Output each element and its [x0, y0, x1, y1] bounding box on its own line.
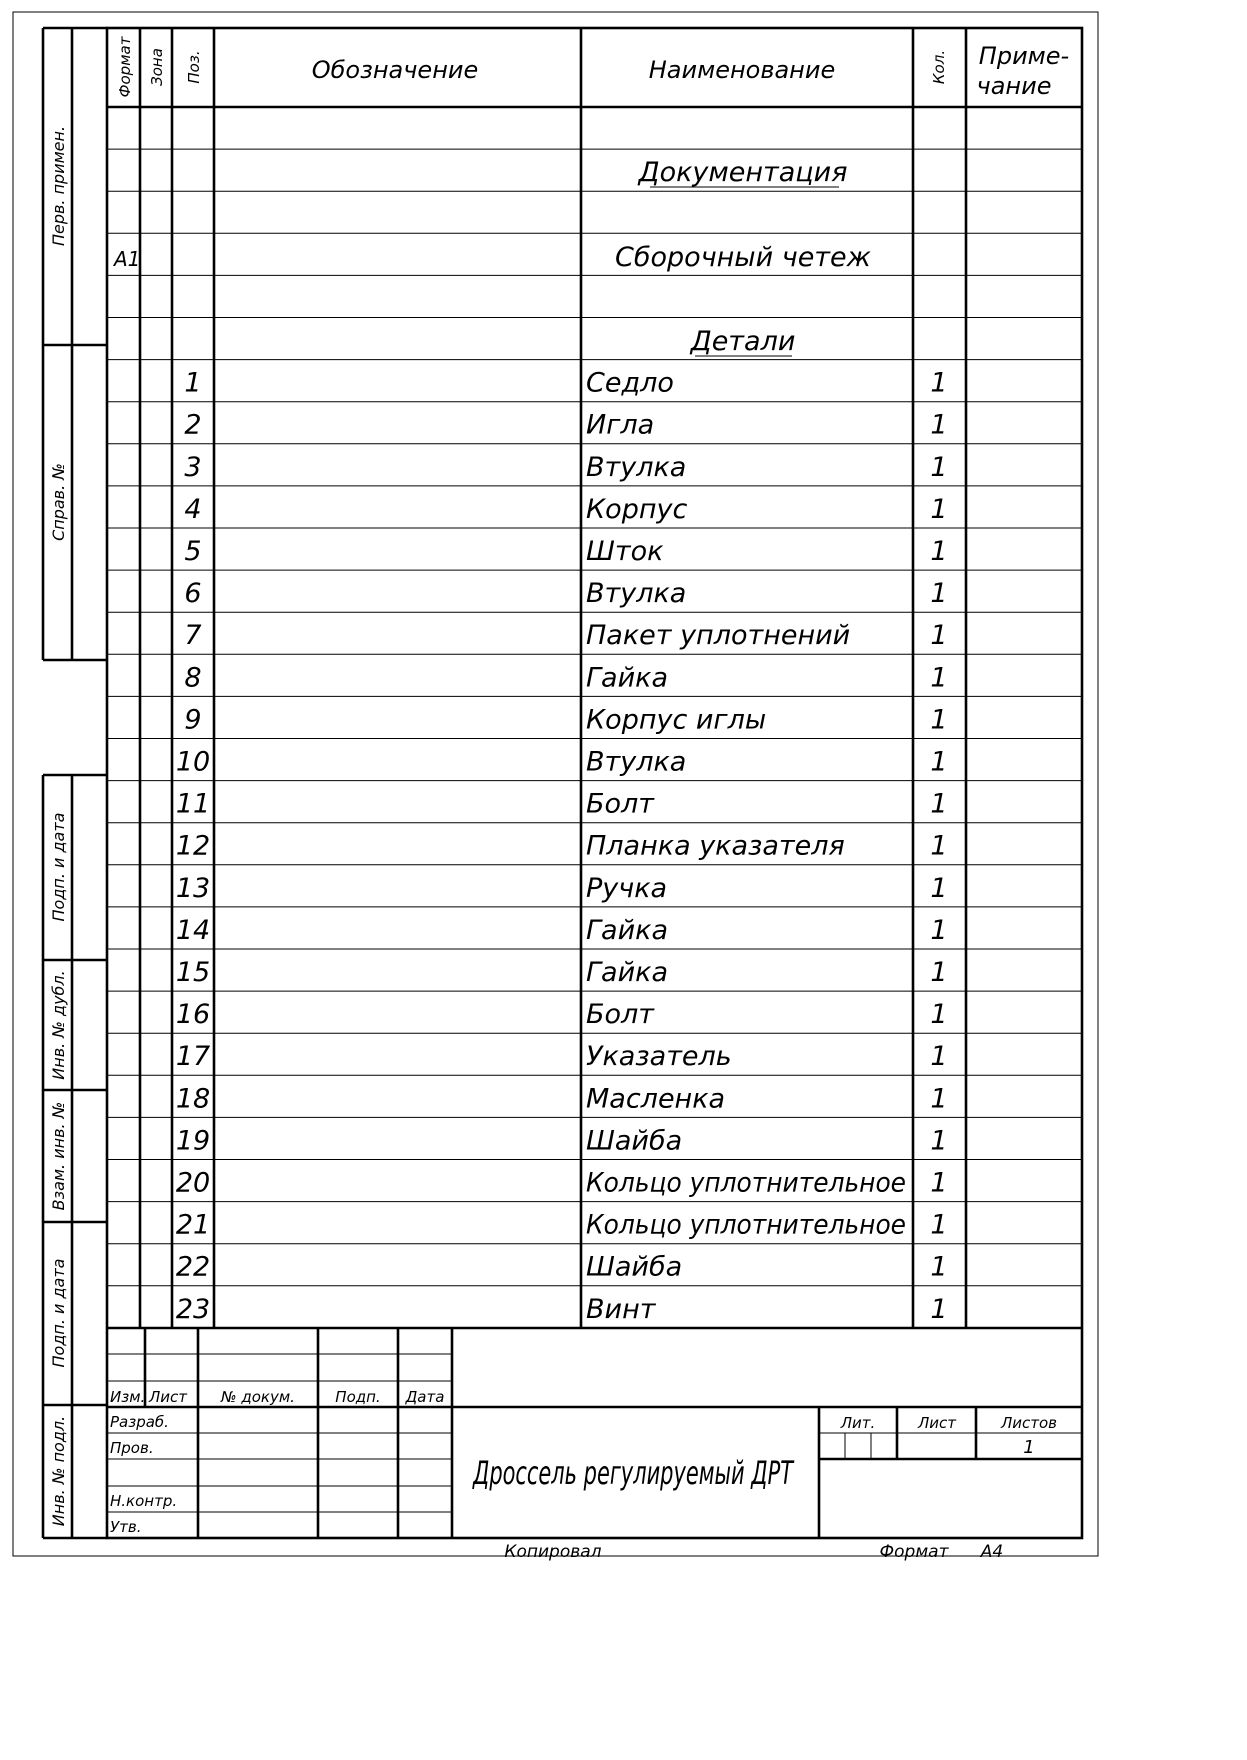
header-qty: Кол. — [930, 49, 948, 85]
header-zone: Зона — [148, 48, 166, 86]
table-row — [184, 494, 947, 525]
header-pos: Поз. — [185, 50, 203, 84]
item-name: Шток — [586, 536, 664, 567]
spec-header — [116, 35, 1069, 100]
item-pos: 5 — [184, 536, 202, 567]
table-row — [184, 662, 947, 693]
item-qty: 1 — [930, 704, 948, 736]
tb-razrab: Разраб. — [110, 1413, 169, 1431]
item-pos: 10 — [175, 746, 211, 778]
spec-item-rows — [176, 368, 948, 1325]
item-name: Планка указателя — [586, 830, 845, 862]
item-qty: 1 — [930, 662, 948, 694]
header-note-line1: Приме- — [978, 42, 1070, 70]
item-qty: 1 — [930, 1167, 948, 1199]
tb-sheets-value: 1 — [1023, 1437, 1035, 1458]
item-name: Кольцо уплотнительное — [586, 1209, 906, 1241]
table-row — [184, 410, 947, 441]
item-qty: 1 — [930, 1209, 948, 1241]
table-row — [176, 1168, 948, 1199]
label-inv-podl: Инв. № подл. — [49, 1415, 68, 1527]
item-name: Корпус иглы — [586, 704, 767, 736]
tb-col-list: Лист — [149, 1388, 188, 1406]
item-name: Втулка — [586, 578, 687, 610]
item-pos: 19 — [175, 1125, 211, 1157]
item-pos: 8 — [184, 662, 202, 694]
item-qty: 1 — [930, 1041, 948, 1073]
item-pos: 20 — [175, 1167, 211, 1199]
item-pos: 23 — [175, 1293, 211, 1325]
item-qty: 1 — [930, 1293, 948, 1325]
item-pos: 15 — [175, 957, 211, 988]
item-name: Шайба — [586, 1251, 683, 1283]
item-name: Гайка — [586, 662, 668, 694]
table-row — [176, 1083, 948, 1114]
tb-nkontr: Н.контр. — [110, 1492, 178, 1510]
item-name: Втулка — [586, 746, 687, 778]
tb-col-date: Дата — [405, 1388, 445, 1406]
details-heading: Детали — [690, 326, 796, 357]
item-name: Седло — [586, 367, 674, 399]
footer — [504, 1542, 1003, 1562]
item-name: Шайба — [586, 1125, 683, 1157]
table-row — [176, 747, 948, 778]
item-qty: 1 — [930, 409, 948, 441]
item-pos: 17 — [175, 1041, 211, 1073]
tb-col-podp: Подп. — [335, 1388, 381, 1406]
table-row — [184, 578, 947, 609]
item-pos: 13 — [175, 872, 211, 904]
item-pos: 18 — [175, 1083, 211, 1115]
table-row — [184, 368, 947, 399]
footer-copied: Копировал — [504, 1542, 602, 1562]
table-row — [176, 957, 948, 988]
assembly-format: A1 — [114, 247, 141, 271]
item-pos: 16 — [175, 999, 211, 1031]
item-qty: 1 — [930, 999, 948, 1031]
label-podp-data-1: Подп. и дата — [49, 812, 68, 922]
item-qty: 1 — [930, 1251, 948, 1283]
tb-utv: Утв. — [110, 1518, 142, 1536]
table-row — [176, 1125, 948, 1156]
table-row — [184, 704, 947, 735]
item-pos: 21 — [175, 1209, 211, 1241]
table-row — [176, 915, 948, 946]
item-name: Ручка — [586, 872, 668, 904]
item-qty: 1 — [930, 1125, 948, 1157]
item-pos: 11 — [175, 788, 211, 820]
table-row — [176, 873, 948, 904]
item-name: Игла — [586, 409, 655, 441]
table-row — [184, 536, 947, 567]
table-row — [176, 789, 948, 820]
item-qty: 1 — [930, 788, 948, 820]
label-inv-dubl: Инв. № дубл. — [49, 970, 68, 1080]
item-name: Болт — [586, 788, 655, 820]
assembly-name: Сборочный четеж — [615, 242, 871, 273]
item-qty: 1 — [930, 957, 948, 988]
header-name: Наименование — [648, 56, 836, 84]
item-qty: 1 — [930, 451, 948, 483]
document-title: Дроссель регулируемый ДРТ — [471, 1454, 795, 1492]
item-qty: 1 — [930, 746, 948, 778]
table-row — [184, 620, 947, 651]
label-sprav-no: Справ. № — [49, 463, 68, 541]
item-qty: 1 — [930, 1083, 948, 1115]
table-row — [176, 1252, 948, 1283]
item-name: Пакет уплотнений — [586, 620, 851, 652]
item-qty: 1 — [930, 872, 948, 904]
tb-sheets: Листов — [1000, 1414, 1058, 1432]
item-pos: 3 — [184, 451, 202, 483]
item-pos: 2 — [184, 409, 202, 441]
header-designation: Обозначение — [311, 56, 479, 84]
item-pos: 22 — [175, 1251, 211, 1283]
side-strip — [43, 28, 107, 1538]
item-pos: 6 — [184, 578, 202, 610]
label-vzam-inv: Взам. инв. № — [49, 1101, 68, 1211]
footer-format-value: A4 — [980, 1542, 1004, 1562]
item-qty: 1 — [930, 536, 948, 567]
title-block — [107, 1328, 1082, 1538]
item-pos: 4 — [184, 493, 202, 525]
item-name: Кольцо уплотнительное — [586, 1167, 906, 1199]
header-format: Формат — [116, 36, 134, 98]
header-note-line2: чание — [976, 72, 1052, 100]
tb-prov: Пров. — [110, 1439, 154, 1457]
label-podp-data-2: Подп. и дата — [49, 1258, 68, 1368]
item-name: Масленка — [586, 1083, 726, 1115]
item-qty: 1 — [930, 914, 948, 946]
tb-col-doc: № докум. — [221, 1388, 295, 1406]
item-pos: 7 — [184, 620, 202, 652]
table-row — [176, 831, 948, 862]
item-name: Указатель — [586, 1041, 732, 1073]
item-pos: 12 — [175, 830, 211, 862]
item-name: Корпус — [586, 493, 688, 525]
tb-lit: Лит. — [840, 1414, 876, 1432]
tb-col-izm: Изм. — [110, 1388, 146, 1406]
item-name: Гайка — [586, 957, 668, 988]
item-qty: 1 — [930, 830, 948, 862]
item-name: Винт — [586, 1293, 656, 1325]
table-row — [176, 1294, 948, 1325]
item-qty: 1 — [930, 367, 948, 399]
item-pos: 9 — [184, 704, 202, 736]
table-row — [176, 999, 948, 1030]
item-pos: 1 — [184, 367, 202, 399]
item-name: Втулка — [586, 451, 687, 483]
table-row — [184, 452, 947, 483]
tb-sheet: Лист — [917, 1414, 957, 1432]
label-perv-primen: Перв. примен. — [49, 125, 68, 247]
item-qty: 1 — [930, 578, 948, 610]
table-row — [176, 1041, 948, 1072]
item-qty: 1 — [930, 493, 948, 525]
item-name: Гайка — [586, 914, 668, 946]
item-name: Болт — [586, 999, 655, 1031]
footer-format-label: Формат — [879, 1542, 949, 1562]
item-pos: 14 — [175, 914, 211, 946]
table-row — [176, 1210, 948, 1241]
spec-sections — [112, 157, 872, 357]
item-qty: 1 — [930, 620, 948, 652]
documentation-heading: Документация — [638, 157, 848, 188]
